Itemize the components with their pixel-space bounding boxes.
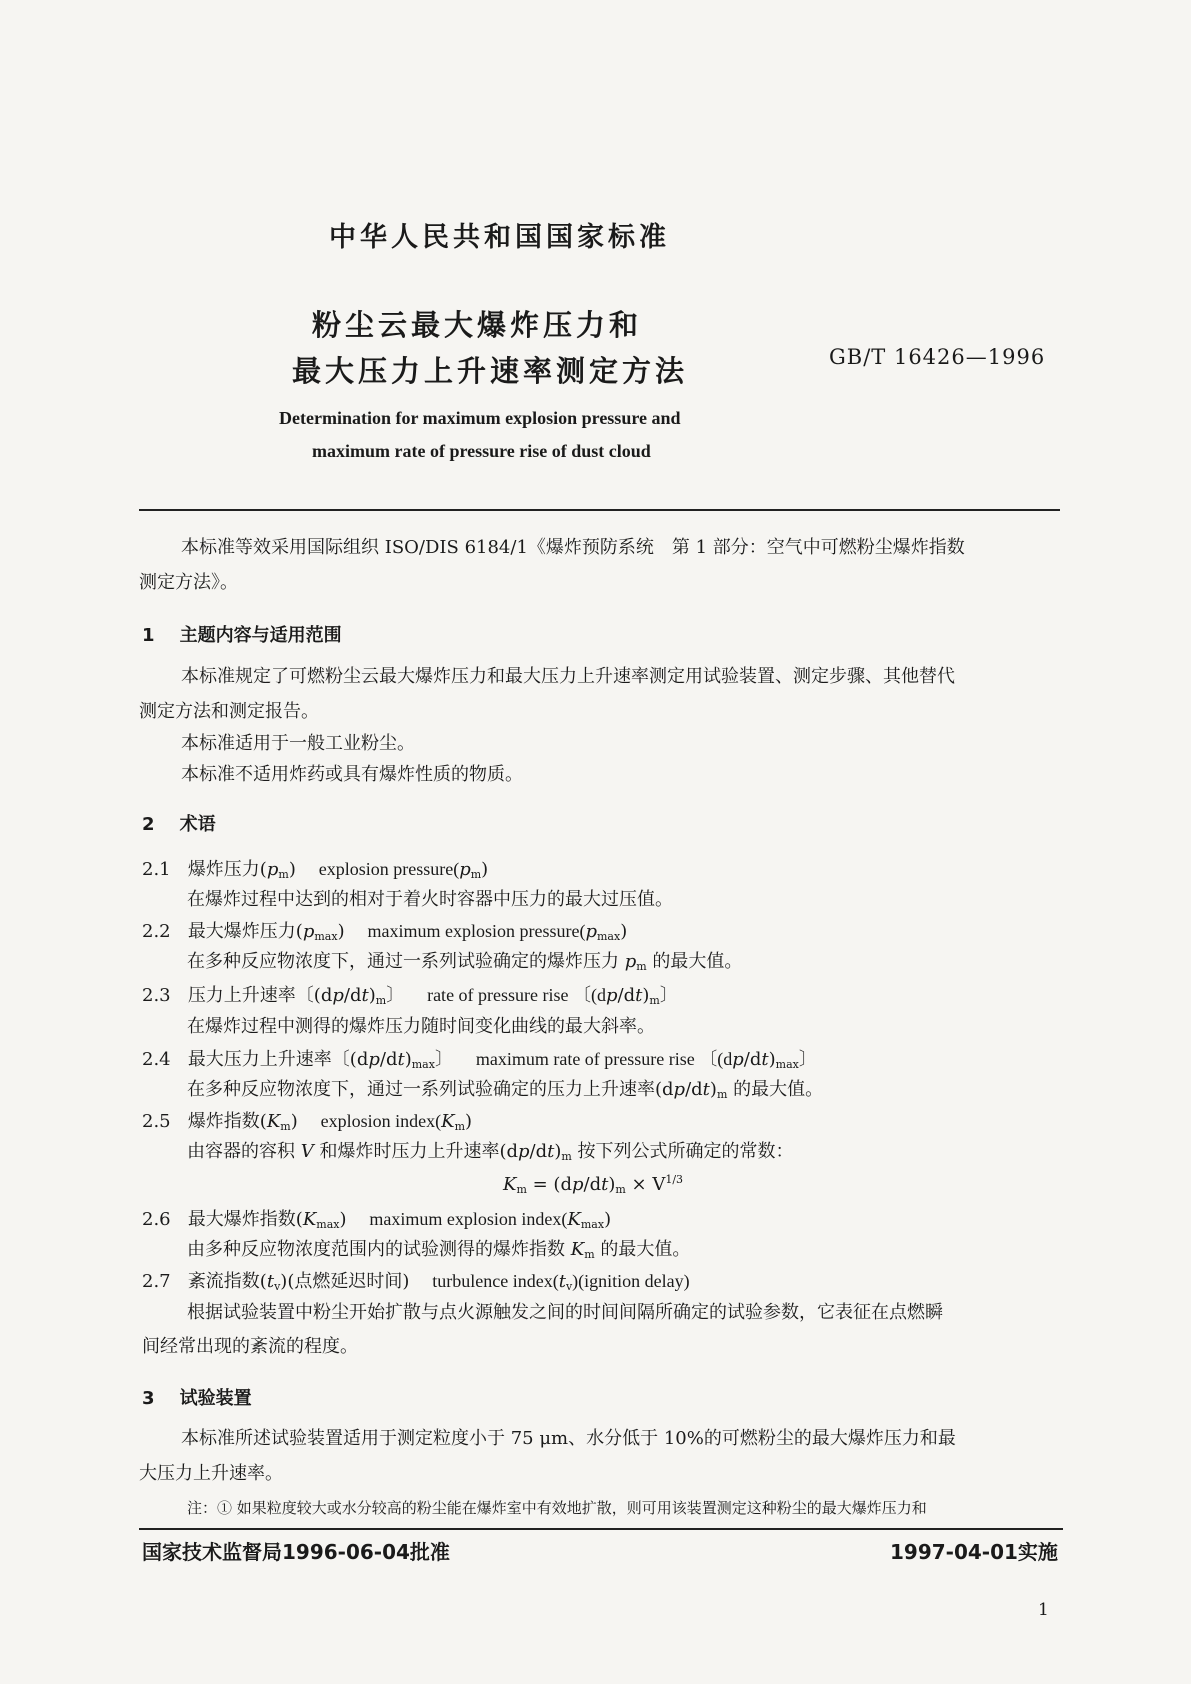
- section2-number: 2: [142, 814, 155, 835]
- definition-tail: 的最大值。: [646, 951, 743, 972]
- term-2-1-definition: 在爆炸过程中达到的相对于着火时容器中压力的最大过压值。: [187, 889, 673, 910]
- section3-note: 注：① 如果粒度较大或水分较高的粉尘能在爆炸室中有效地扩散，则可用该装置测定这种粉尘的最大爆炸压力和: [187, 1499, 927, 1517]
- footer-divider: [139, 1528, 1063, 1530]
- term-2-7-definition-line1: 根据试验装置中粉尘开始扩散与点火源触发之间的时间间隔所确定的试验参数，它表征在点燃瞬: [187, 1302, 943, 1323]
- standard-number: GB/T 16426—1996: [829, 345, 1046, 369]
- title-en-line1: Determination for maximum explosion pressure and: [279, 408, 681, 428]
- term-2-4: 2.4 最大压力上升速率〔$(dp/dt)_{max}$〕 maximum rate of pressure rise 〔$(dp/dt)_{max}$〕: [142, 1049, 817, 1071]
- title-en-line2: maximum rate of pressure rise of dust cloud: [312, 441, 651, 461]
- term-2-6: 2.6 最大爆炸指数$(K_{max})$ maximum explosion $index(K_{max})$: [142, 1209, 612, 1231]
- country-standard-heading: 中华人民共和国国家标准: [329, 222, 670, 253]
- term-number: 2.4: [142, 1049, 171, 1070]
- section3-heading: [142, 1384, 252, 1410]
- term-2-7-definition-line2: 间经常出现的紊流的程度。: [142, 1336, 358, 1357]
- formula-mid: = (d: [526, 1174, 572, 1195]
- definition-tail: 按下列公式所确定的常数：: [571, 1141, 794, 1162]
- definition-tail: 的最大值。: [594, 1239, 691, 1260]
- section2-heading: [142, 810, 216, 836]
- term-number: 2.6: [142, 1209, 171, 1230]
- section1-p1-line2: 测定方法和测定报告。: [139, 701, 319, 722]
- term-2-3-definition: 在爆炸过程中测得的爆炸压力随时间变化曲线的最大斜率。: [187, 1016, 655, 1037]
- term-cn: 爆炸指数(: [187, 1111, 267, 1132]
- term-en: turbulence index(: [432, 1271, 559, 1291]
- definition-text: 由容器的容积: [187, 1141, 301, 1162]
- term-2-6-definition: 由多种反应物浓度范围内的试验测得的爆炸指数 $K_m$ 的最大值。: [187, 1239, 691, 1261]
- definition-text: 在多种反应物浓度下，通过一系列试验确定的爆炸压力: [187, 951, 625, 972]
- term-2-3: 2.3 压力上升速率〔$(dp/dt)_m$〕 rate of pressure rise 〔$(dp/dt)_m$〕: [142, 985, 678, 1007]
- section1-p1-line1: 本标准规定了可燃粉尘云最大爆炸压力和最大压力上升速率测定用试验装置、测定步骤、其他替代: [181, 666, 955, 687]
- page-number: 1: [1038, 1600, 1049, 1620]
- section3-p1-line2: 大压力上升速率。: [139, 1463, 283, 1484]
- term-en-tail: )(ignition delay): [572, 1271, 690, 1291]
- title-cn-line1: 粉尘云最大爆炸压力和: [312, 308, 643, 342]
- term-cn-tail: )(点燃延迟时间): [280, 1271, 410, 1292]
- approval-date: 国家技术监督局1996-06-04批准: [142, 1540, 450, 1564]
- term-number: 2.7: [142, 1271, 171, 1292]
- term-2-4-definition: 在多种反应物浓度下，通过一系列试验确定的压力上升速率$(dp/dt)_m$ 的最大值。: [187, 1079, 824, 1101]
- formula-km: $K_m = (dp/dt)_m \times V^{1/3}$: [503, 1173, 684, 1196]
- definition-text: 由多种反应物浓度范围内的试验测得的爆炸指数: [187, 1239, 571, 1260]
- definition-tail: 的最大值。: [727, 1079, 824, 1100]
- term-2-5-definition: 由容器的容积 V 和爆炸时压力上升速率$(dp/dt)_m$ 按下列公式所确定的常数：: [187, 1141, 794, 1163]
- formula-rhs: × V: [625, 1174, 666, 1195]
- term-number: 2.2: [142, 921, 171, 942]
- section2-title: 术语: [179, 814, 216, 835]
- term-cn: 压力上升速率〔(d: [187, 985, 333, 1006]
- section3-number: 3: [142, 1388, 155, 1409]
- term-en: rate of pressure rise 〔(d: [427, 985, 607, 1005]
- term-2-2: 2.2 最大爆炸压力$(p_{max})$ maximum explosion $pressure(p_{max})$: [142, 921, 628, 943]
- formula-lhs: K: [503, 1174, 517, 1195]
- header-divider: [139, 509, 1060, 511]
- term-2-2-definition: 在多种反应物浓度下，通过一系列试验确定的爆炸压力 $p_m$ 的最大值。: [187, 951, 743, 973]
- term-cn: 最大压力上升速率〔(d: [187, 1049, 369, 1070]
- section1-p3: 本标准不适用炸药或具有爆炸性质的物质。: [181, 764, 523, 785]
- term-cn: 爆炸压力(: [187, 859, 267, 880]
- term-en: explosion index(: [320, 1111, 442, 1131]
- term-cn: 最大爆炸压力(: [187, 921, 303, 942]
- term-en: maximum explosion pressure(: [367, 921, 586, 941]
- term-cn: 最大爆炸指数(: [187, 1209, 303, 1230]
- title-cn-line2: 最大压力上升速率测定方法: [292, 354, 689, 388]
- intro-line1: 本标准等效采用国际组织 ISO/DIS 6184/1《爆炸预防系统 第 1 部分：空气中可燃粉尘爆炸指数: [181, 537, 965, 558]
- intro-line2: 测定方法》。: [139, 572, 238, 593]
- term-2-7: 2.7 紊流指数$(t_v)$(点燃延迟时间) turbulence $index(t_v)(ignition$ delay): [142, 1271, 690, 1293]
- section1-title: 主题内容与适用范围: [179, 625, 342, 646]
- term-en: explosion pressure(: [318, 859, 460, 879]
- term-en: maximum explosion index(: [369, 1209, 568, 1229]
- section3-p1-line1: 本标准所述试验装置适用于测定粒度小于 75 μm、水分低于 10%的可燃粉尘的最大爆炸压力和最: [181, 1428, 956, 1449]
- term-2-5: 2.5 爆炸指数$(K_m)$ explosion $index(K_m)$: [142, 1111, 473, 1133]
- section1-heading: [142, 621, 342, 647]
- section3-title: 试验装置: [179, 1388, 252, 1409]
- term-number: 2.1: [142, 859, 171, 880]
- definition-text: 在多种反应物浓度下，通过一系列试验确定的压力上升速率(d: [187, 1079, 674, 1100]
- term-number: 2.3: [142, 985, 171, 1006]
- term-2-1: 2.1 爆炸压力$(p_m)$ explosion $pressure(p_m)$: [142, 859, 489, 881]
- effective-date: 1997-04-01实施: [890, 1540, 1058, 1564]
- term-en: maximum rate of pressure rise 〔(d: [475, 1049, 733, 1069]
- term-number: 2.5: [142, 1111, 171, 1132]
- term-cn: 紊流指数(: [187, 1271, 267, 1292]
- definition-mid: 和爆炸时压力上升速率(d: [313, 1141, 518, 1162]
- section1-number: 1: [142, 625, 155, 646]
- section1-p2: 本标准适用于一般工业粉尘。: [181, 733, 415, 754]
